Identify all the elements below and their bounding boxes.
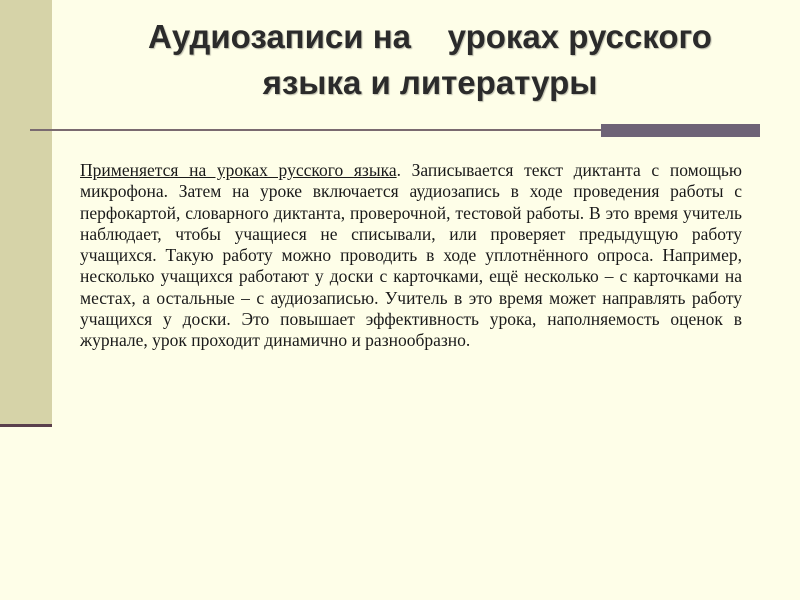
slide-title-line-2: языка и литературы: [262, 64, 598, 101]
body-main-text: . Записывается текст диктанта с помощью микрофона. Затем на уроке включается аудиозапись в ходе проведения работы с перфокартой, словарного диктанта, проверочной, тестовой работы. В это время учитель наблюдает, чтобы учащиеся не списывали, или проверяет предыдущую работу учащихся. Такую работу можно проводить в ходе уплотнённого опроса. Например, несколько учащихся работают у доски с карточками, ещё несколько – с карточками на местах, а остальные – с аудиозаписью. Учитель в это время может направлять работу учащихся у доски. Это повышает эффективность урока, наполняемость оценок в журнале, урок проходит динамично и разнообразно.: [80, 160, 742, 351]
side-decor-bar: [0, 0, 52, 425]
body-underlined-phrase: Применяется на уроках русского языка: [80, 160, 397, 180]
title-divider-line: [30, 129, 602, 131]
slide-body-text: [80, 160, 742, 352]
slide-title: [60, 14, 800, 106]
slide-title-line-1: Аудиозаписи на уроках русского: [148, 18, 712, 55]
side-decor-line: [0, 424, 52, 427]
title-divider-block: [601, 124, 760, 137]
